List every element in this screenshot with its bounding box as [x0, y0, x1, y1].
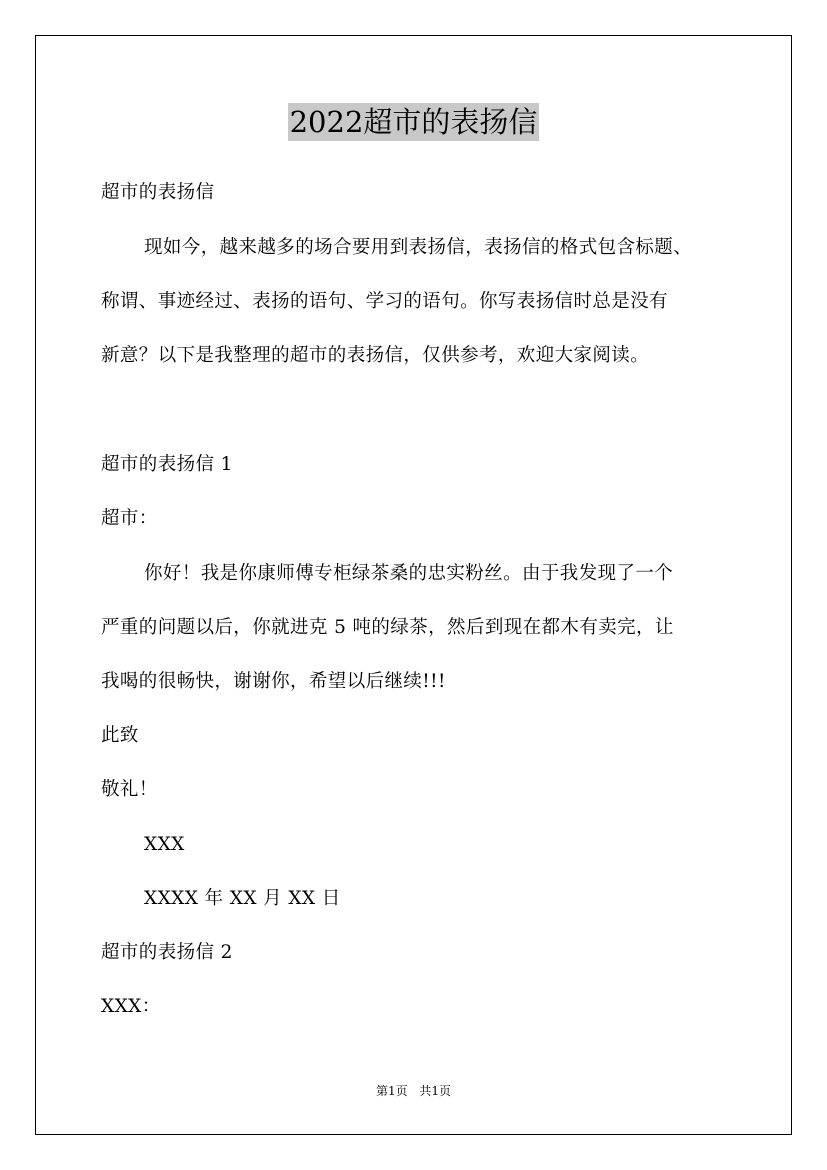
page-footer — [0, 1083, 827, 1099]
closing-line: 此致 — [101, 725, 139, 746]
body-line: 新意？以下是我整理的超市的表扬信，仅供参考，欢迎大家阅读。 — [101, 345, 650, 366]
page-number-total: 共1页 — [419, 1084, 452, 1098]
body-line-heading: 超市的表扬信 — [101, 182, 215, 203]
signature-name: XXX — [144, 834, 185, 855]
body-line: 现如今，越来越多的场合要用到表扬信，表扬信的格式包含标题、 — [144, 237, 693, 258]
title-container — [0, 103, 827, 141]
section-heading-2: 超市的表扬信 2 — [101, 942, 233, 963]
document-title: 2022超市的表扬信 — [289, 105, 538, 139]
section-heading-1: 超市的表扬信 1 — [101, 454, 233, 475]
body-line: 称谓、事迹经过、表扬的语句、学习的语句。你写表扬信时总是没有 — [101, 291, 669, 312]
body-line: 严重的问题以后，你就进克 5 吨的绿茶，然后到现在都木有卖完，让 — [101, 617, 674, 638]
page-number-current: 第1页 — [375, 1084, 408, 1098]
body-line: 我喝的很畅快，谢谢你，希望以后继续!!! — [101, 671, 446, 692]
closing-regards: 敬礼！ — [101, 779, 158, 800]
salutation: 超市： — [101, 508, 158, 529]
signature-date: XXXX 年 XX 月 XX 日 — [144, 888, 341, 909]
salutation: XXX： — [101, 996, 161, 1017]
body-line: 你好！我是你康师傅专柜绿茶桑的忠实粉丝。由于我发现了一个 — [144, 563, 674, 584]
